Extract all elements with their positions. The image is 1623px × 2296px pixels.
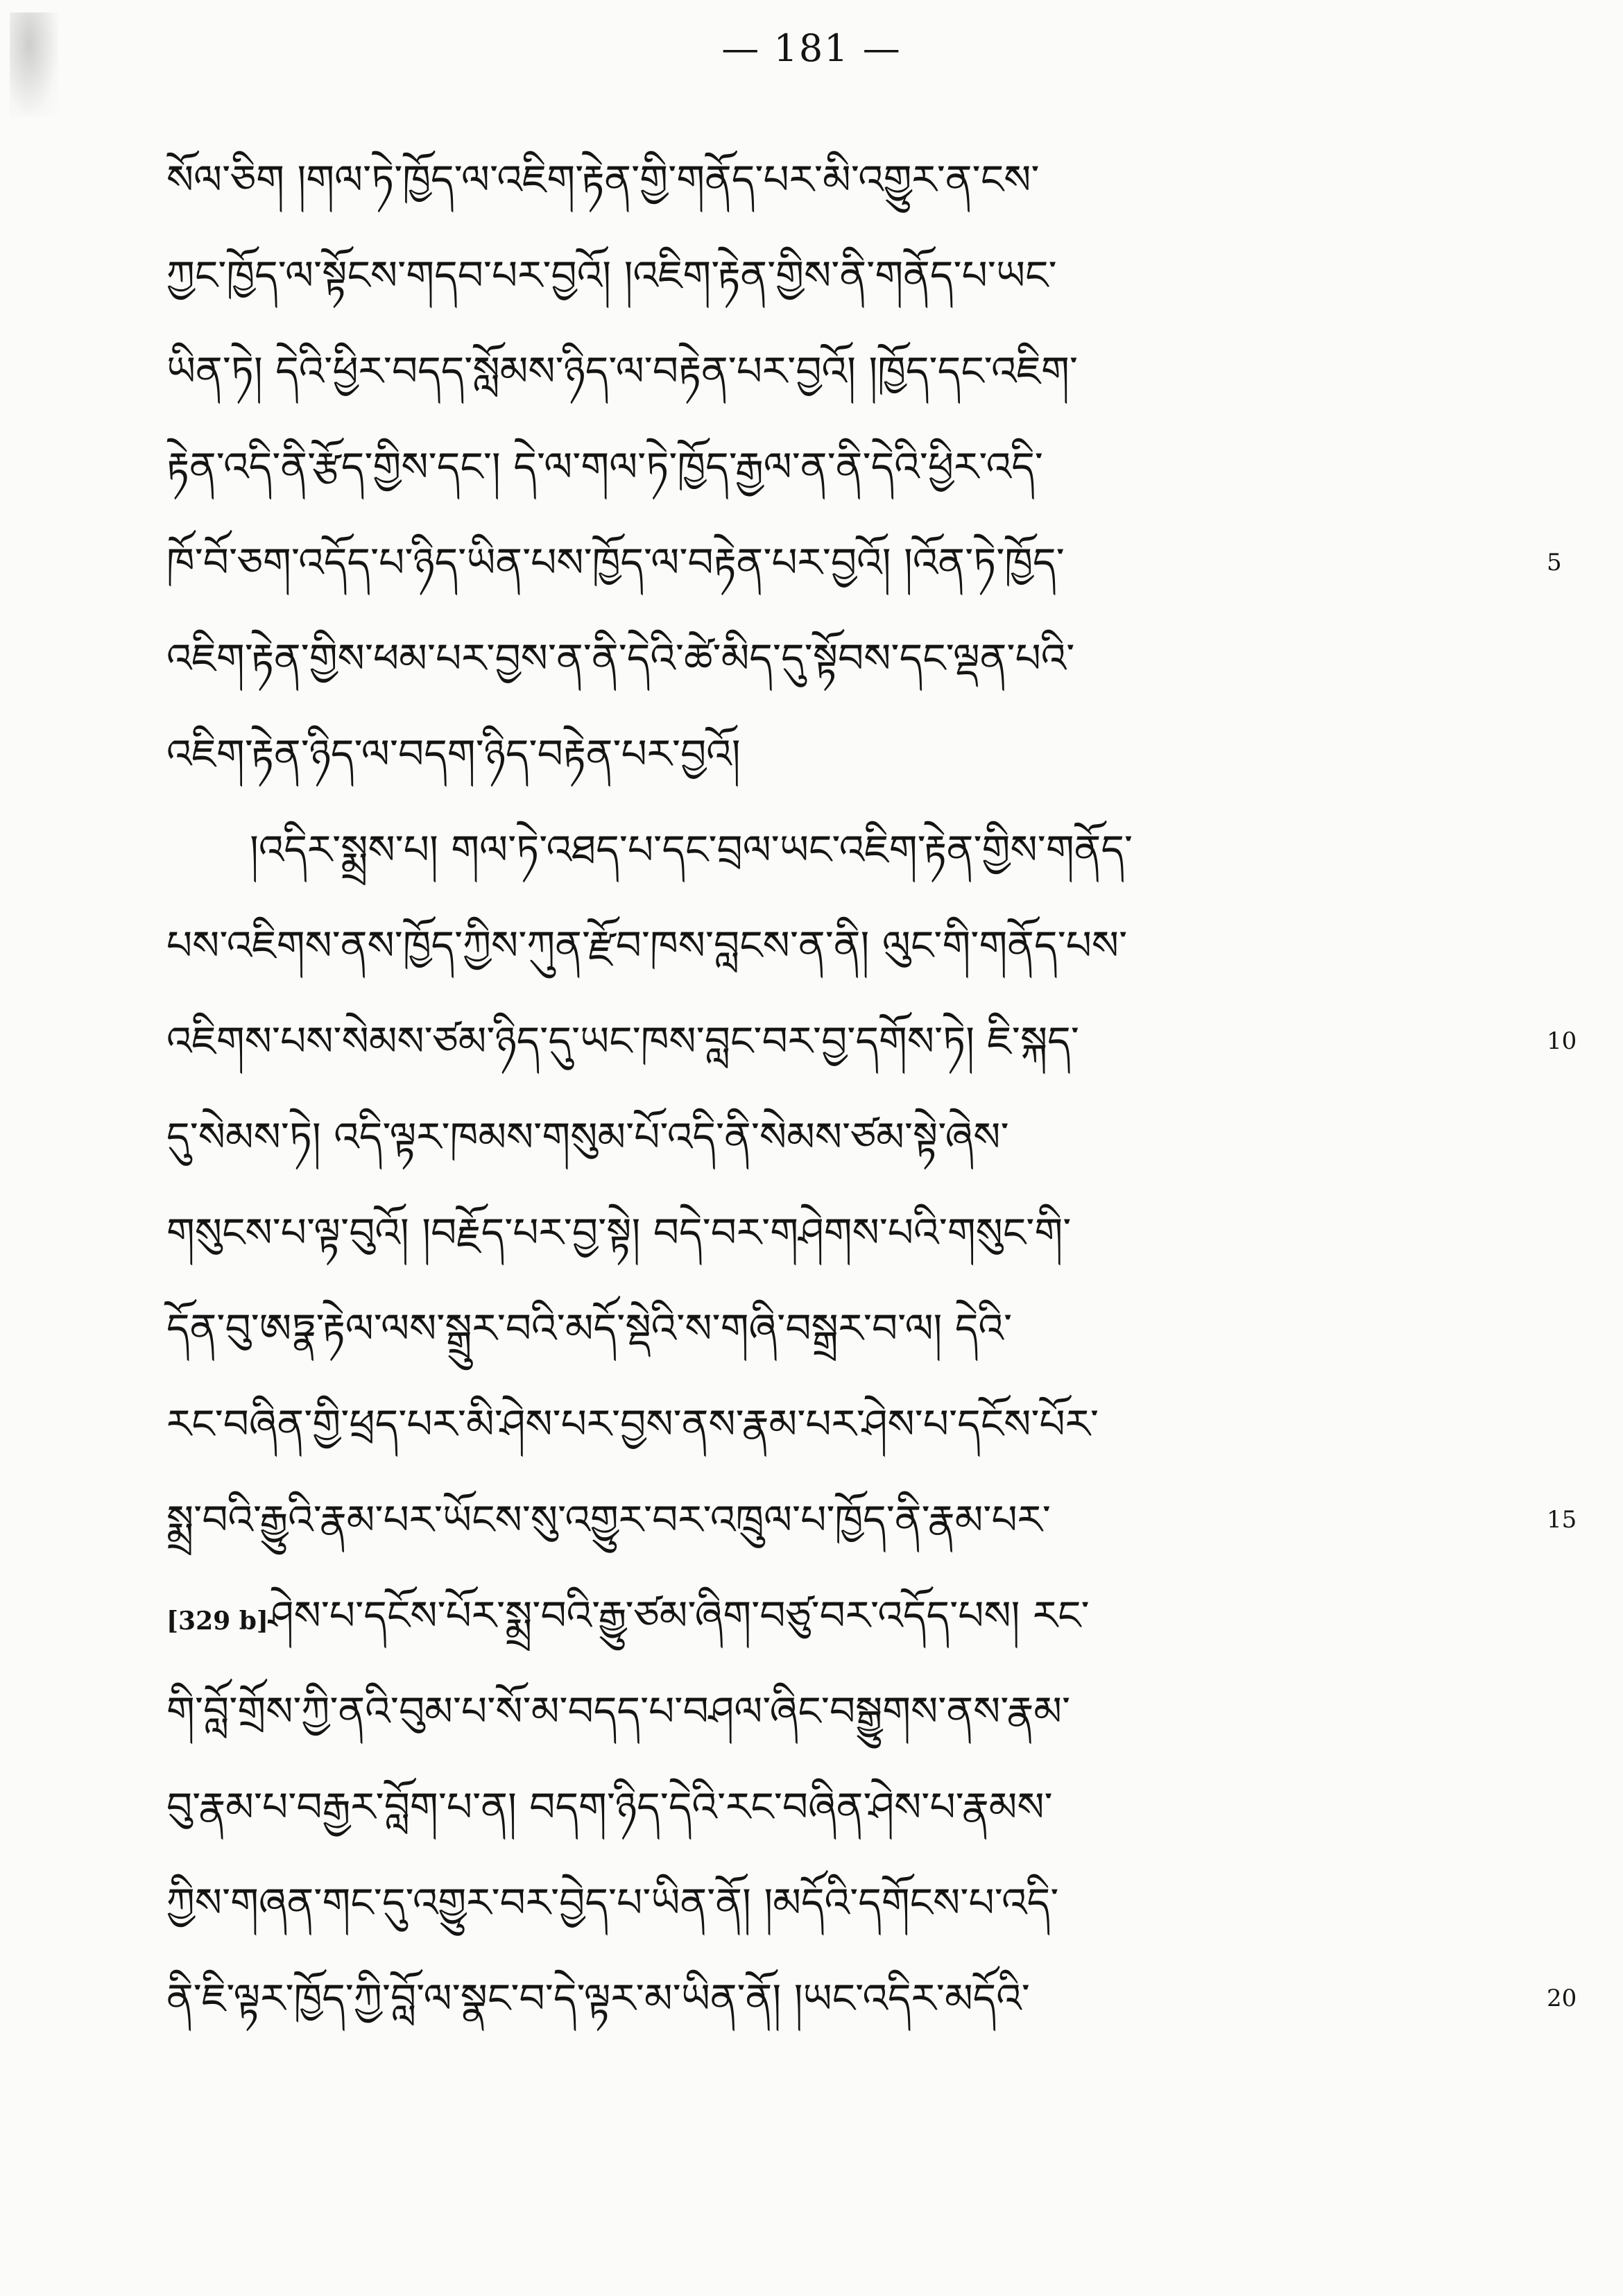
text-line — [166, 132, 1401, 228]
line-text: ཁོ་བོ་ཅག་འདོད་པ་ཉིད་ཡིན་པས་ཁྱོད་ལ་བརྟེན་པར་བྱའོ། །འོན་ཏེ་ཁྱོད་ — [166, 539, 1065, 586]
line-text: བུ་རྣམ་པ་བརྒྱར་བློག་པ་ན། བདག་ཉིད་དེའི་རང་བཞིན་ཤེས་པ་རྣམས་ — [166, 1783, 1053, 1831]
line-text: སྨྲ་བའི་རྒྱུའི་རྣམ་པར་ཡོངས་སུ་འགྱུར་བར་འཁྲུལ་པ་ཁྱོད་ནི་རྣམ་པར་ — [166, 1496, 1051, 1543]
line-text: །འདིར་སྨྲས་པ། གལ་ཏེ་འཐད་པ་དང་བྲལ་ཡང་འཇིག་རྟེན་གྱིས་གནོད་ — [250, 826, 1133, 873]
text-line — [166, 419, 1401, 515]
text-line — [166, 1089, 1401, 1185]
text-line — [166, 898, 1401, 993]
line-number: 10 — [1547, 1027, 1577, 1055]
line-text: ཡིན་ཏེ། དེའི་ཕྱིར་བདད་སློམས་ཉིད་ལ་བརྟེན་པར་བྱའོ། །ཁྱོད་དང་འཇིག་ — [166, 348, 1079, 395]
text-line — [166, 323, 1401, 419]
text-line-paragraph-start — [166, 802, 1401, 898]
text-line — [166, 1185, 1401, 1280]
line-text: གསུངས་པ་ལྟ་བུའོ། །བརྗོད་པར་བྱ་སྟེ། བདེ་བར་གཤེགས་པའི་གསུང་གི་ — [166, 1209, 1072, 1256]
text-line — [166, 228, 1401, 323]
line-text: ཤེས་པ་དངོས་པོར་སྨྲ་བའི་རྒྱུ་ཙམ་ཞིག་བཙུ་བར་འདོད་པས། རང་ — [268, 1592, 1090, 1639]
text-line — [166, 610, 1401, 706]
text-line — [166, 515, 1562, 610]
line-text: ཀྱང་ཁྱོད་ལ་སྟོངས་གདབ་པར་བྱའོ། །འཇིག་རྟེན་གྱིས་ནི་གནོད་པ་ཡང་ — [166, 252, 1057, 299]
text-line — [166, 1759, 1401, 1855]
text-line — [166, 1472, 1577, 1568]
line-text: འཇིག་རྟེན་ཉིད་ལ་བདག་ཉིད་བརྟེན་པར་བྱའོ། — [166, 730, 741, 778]
line-text: དུ་སེམས་ཏེ། འདི་ལྟར་ཁམས་གསུམ་པོ་འདི་ནི་སེམས་ཙམ་སྟེ་ཞེས་ — [166, 1113, 1009, 1160]
line-number: 5 — [1547, 549, 1562, 576]
text-line — [166, 1568, 1401, 1663]
line-text: རྟེན་འདི་ནི་རྩོད་གྱིས་དང་། དེ་ལ་གལ་ཏེ་ཁྱོད་རྒྱལ་ན་ནི་དེའི་ཕྱིར་འདི་ — [166, 443, 1043, 490]
line-number: 20 — [1547, 1985, 1577, 2012]
text-line — [166, 1951, 1577, 2046]
line-text: འཇིག་རྟེན་གྱིས་ཕམ་པར་བྱས་ན་ནི་དེའི་ཚེ་མིད་དུ་སྟོབས་དང་ལྡན་པའི་ — [166, 635, 1075, 682]
line-text: རང་བཞིན་གྱི་ཕྲད་པར་མི་ཤེས་པར་བྱས་ནས་རྣམ་པར་ཤེས་པ་དངོས་པོར་ — [166, 1400, 1099, 1448]
text-line — [166, 1855, 1401, 1951]
line-text: པས་འཇིགས་ནས་ཁྱོད་ཀྱིས་ཀུན་རྫོབ་ཁས་བླངས་ན་ནི། ལུང་གི་གནོད་པས་ — [166, 922, 1128, 969]
line-text: གི་བློ་གྲོས་ཀྱི་ནའི་བུམ་པ་སོ་མ་བདད་པ་བཤལ་ཞིང་བསྒྱུགས་ནས་རྣམ་ — [166, 1688, 1071, 1735]
text-line — [166, 1280, 1401, 1376]
line-text: འཇིགས་པས་སེམས་ཙམ་ཉིད་དུ་ཡང་ཁས་བླང་བར་བྱ་དགོས་ཏེ། ཇི་སྐད་ — [166, 1018, 1079, 1065]
text-line — [166, 1663, 1401, 1759]
page-number: — 181 — — [721, 26, 902, 70]
folio-reference: [329 b] — [166, 1607, 268, 1636]
line-number: 15 — [1547, 1506, 1577, 1534]
text-line — [166, 993, 1577, 1089]
body-text — [166, 132, 1577, 2046]
text-line — [166, 706, 1401, 802]
line-text: སོལ་ཅིག །གལ་ཏེ་ཁྱོད་ལ་འཇིག་རྟེན་གྱི་གནོད་པར་མི་འགྱུར་ན་ངས་ — [166, 156, 1040, 203]
text-line — [166, 1376, 1401, 1472]
line-text: ནི་ཇི་ལྟར་ཁྱོད་ཀྱི་བློ་ལ་སྣང་བ་དེ་ལྟར་མ་ཡིན་ནོ། །ཡང་འདིར་མདོའི་ — [166, 1975, 1030, 2022]
line-text: དོན་བུ་ཨཏྣ་རྟེལ་ལས་སྒྲུར་བའི་མདོ་སྡེའི་ས་གཞི་བསྒྲར་བ་ལ། དེའི་ — [166, 1305, 1013, 1352]
line-text: ཀྱིས་གཞན་གང་དུ་འགྱུར་བར་བྱེད་པ་ཡིན་ནོ། །མདོའི་དགོངས་པ་འདི་ — [166, 1879, 1059, 1926]
